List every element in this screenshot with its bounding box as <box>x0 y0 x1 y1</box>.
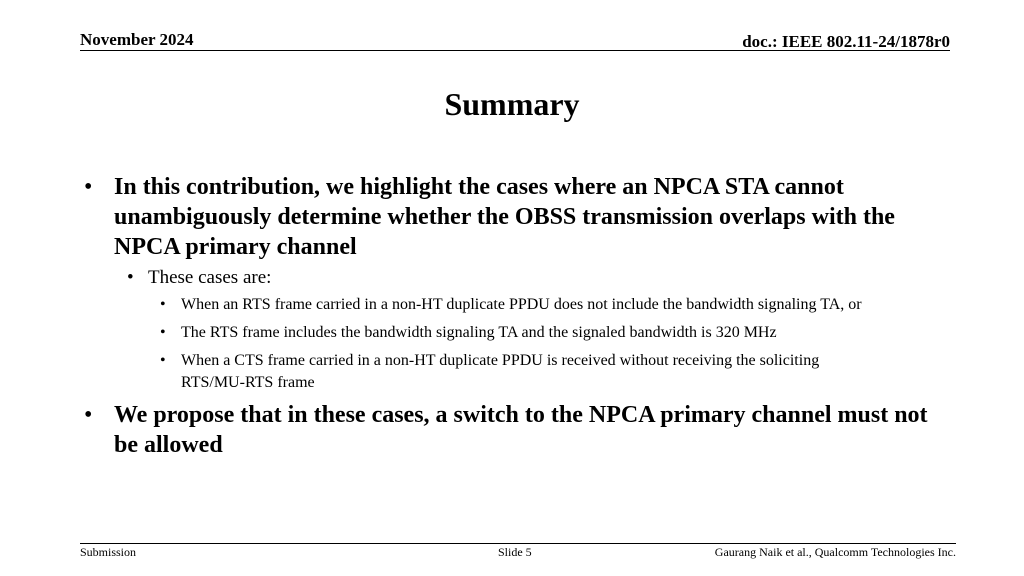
bullet-level3 <box>80 294 940 316</box>
slide-title: Summary <box>444 86 580 122</box>
bullet-level2 <box>80 266 940 290</box>
bullet-level1 <box>80 172 940 262</box>
bullet-dot-icon: • <box>160 324 166 341</box>
bullet-text: We propose that in these cases, a switch to the NPCA primary channel must not be allowed <box>114 402 928 458</box>
bullet-text: The RTS frame includes the bandwidth signaling TA and the signaled bandwidth is 320 MHz <box>181 324 777 341</box>
bullet-level1 <box>80 400 940 460</box>
bullet-text: When an RTS frame carried in a non-HT duplicate PPDU does not include the bandwidth signaling TA, or <box>181 296 862 313</box>
footer-submission: Submission <box>80 545 137 559</box>
footer-slide-number: Slide 5 <box>498 545 532 559</box>
bullet-dot-icon: • <box>160 352 166 369</box>
header-date: November 2024 <box>80 30 194 49</box>
header-divider <box>80 50 950 51</box>
header-doc-id: doc.: IEEE 802.11-24/1878r0 <box>742 32 950 51</box>
bullet-text: These cases are: <box>148 267 272 288</box>
bullet-dot-icon: • <box>160 296 166 313</box>
bullet-level3 <box>80 350 940 394</box>
slide-content <box>80 172 940 464</box>
bullet-text: When a CTS frame carried in a non-HT duplicate PPDU is received without receiving the soliciting RTS/MU-RTS frame <box>181 352 820 391</box>
footer-divider <box>80 543 956 544</box>
bullet-level3 <box>80 322 940 344</box>
footer-authors: Gaurang Naik et al., Qualcomm Technologies Inc. <box>714 545 956 559</box>
bullet-dot-icon: • <box>84 174 93 200</box>
bullet-dot-icon: • <box>127 267 134 288</box>
bullet-dot-icon: • <box>84 402 93 428</box>
bullet-text: In this contribution, we highlight the cases where an NPCA STA cannot unambiguously determine whether the OBSS transmission overlaps with the NPCA primary channel <box>114 174 895 260</box>
